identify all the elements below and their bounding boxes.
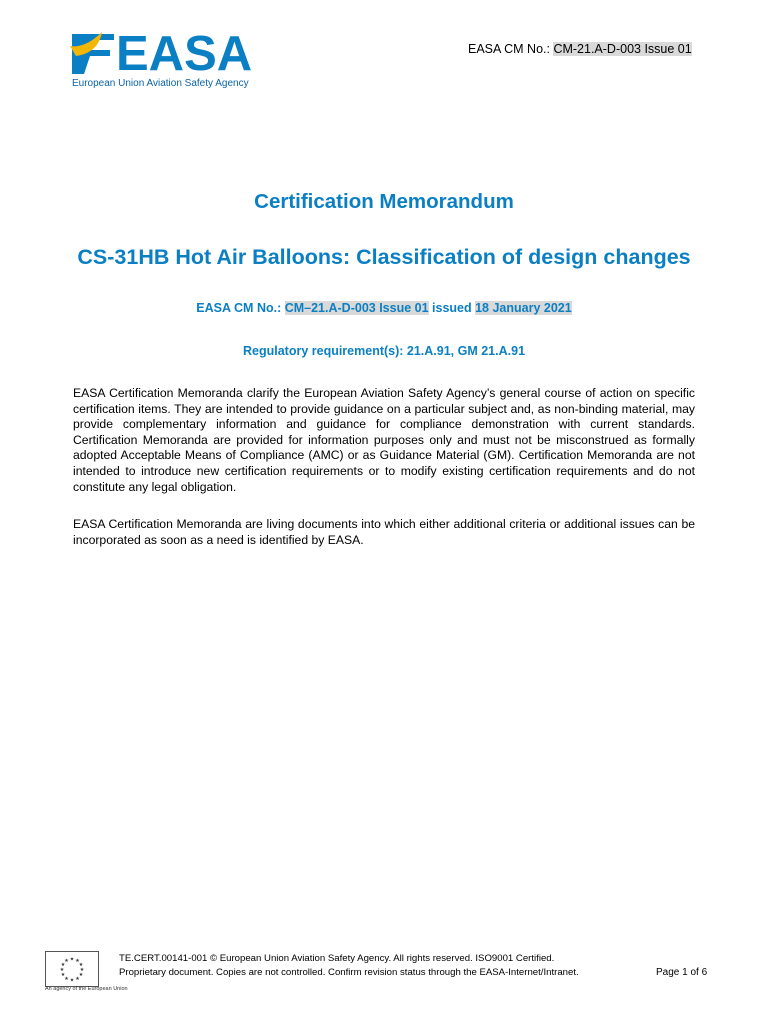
page-number: Page 1 of 6 (656, 967, 708, 978)
svg-text:★: ★ (64, 976, 69, 982)
header-ref-value: CM-21.A-D-003 Issue 01 (553, 42, 692, 56)
document-subject-title: CS-31HB Hot Air Balloons: Classification of design changes (77, 245, 691, 269)
cm-number-value: CM–21.A-D-003 Issue 01 (284, 301, 429, 315)
svg-text:★: ★ (79, 967, 85, 973)
living-documents-paragraph: EASA Certification Memoranda are living documents into which either additional criteria or additional issues can be incorporated as soon as a need is identified by EASA. (73, 517, 695, 547)
svg-text:★: ★ (69, 956, 75, 963)
svg-text:★: ★ (78, 962, 84, 968)
logo-subtitle: European Union Aviation Safety Agency (72, 78, 249, 89)
regulatory-requirements: Regulatory requirement(s): 21.A.91, GM 21.A.91 (242, 344, 526, 358)
cm-issued-word: issued (428, 301, 476, 315)
eu-agency-caption: An agency of the European Union (45, 986, 128, 992)
logo-wordmark: EASA (116, 27, 253, 81)
header-cm-reference (468, 42, 692, 56)
document-type-title: Certification Memorandum (254, 190, 514, 213)
svg-text:★: ★ (75, 976, 80, 982)
svg-text:★: ★ (60, 972, 66, 978)
cm-number-line (0, 301, 768, 315)
svg-text:★: ★ (60, 962, 66, 968)
footer-line-2: Proprietary document. Copies are not controlled. Confirm revision status through the EASA-Internet/Intranet. (119, 967, 579, 978)
svg-text:★: ★ (75, 958, 80, 964)
svg-text:★: ★ (78, 972, 84, 978)
footer-line-1: TE.CERT.00141-001 © European Union Aviation Safety Agency. All rights reserved. ISO9001 Certified. (119, 953, 555, 964)
cm-issue-date: 18 January 2021 (475, 301, 572, 315)
eu-flag-icon (45, 951, 99, 987)
svg-text:★: ★ (64, 958, 69, 964)
intro-paragraph: EASA Certification Memoranda clarify the European Aviation Safety Agency’s general course of action on specific certification items. They are intended to provide guidance on a particular subject and, as non-binding material, may provide complementary information and guidance for compliance demonstration with current standards. Certification Memoranda are provided for information purposes only and must not be misconstrued as formally adopted Acceptable Means of Compliance (AMC) or as Guidance Material (GM). Certification Memoranda are not intended to introduce new certification requirements or to modify existing certification requirements and do not constitute any legal obligation. (73, 386, 695, 494)
footer-copyright (119, 952, 579, 980)
svg-text:★: ★ (69, 977, 75, 984)
svg-text:★: ★ (59, 967, 65, 973)
easa-bird-icon (70, 28, 120, 80)
cm-number-label: EASA CM No.: (196, 301, 285, 315)
easa-logo (70, 27, 253, 90)
header-ref-label: EASA CM No.: (468, 42, 554, 56)
